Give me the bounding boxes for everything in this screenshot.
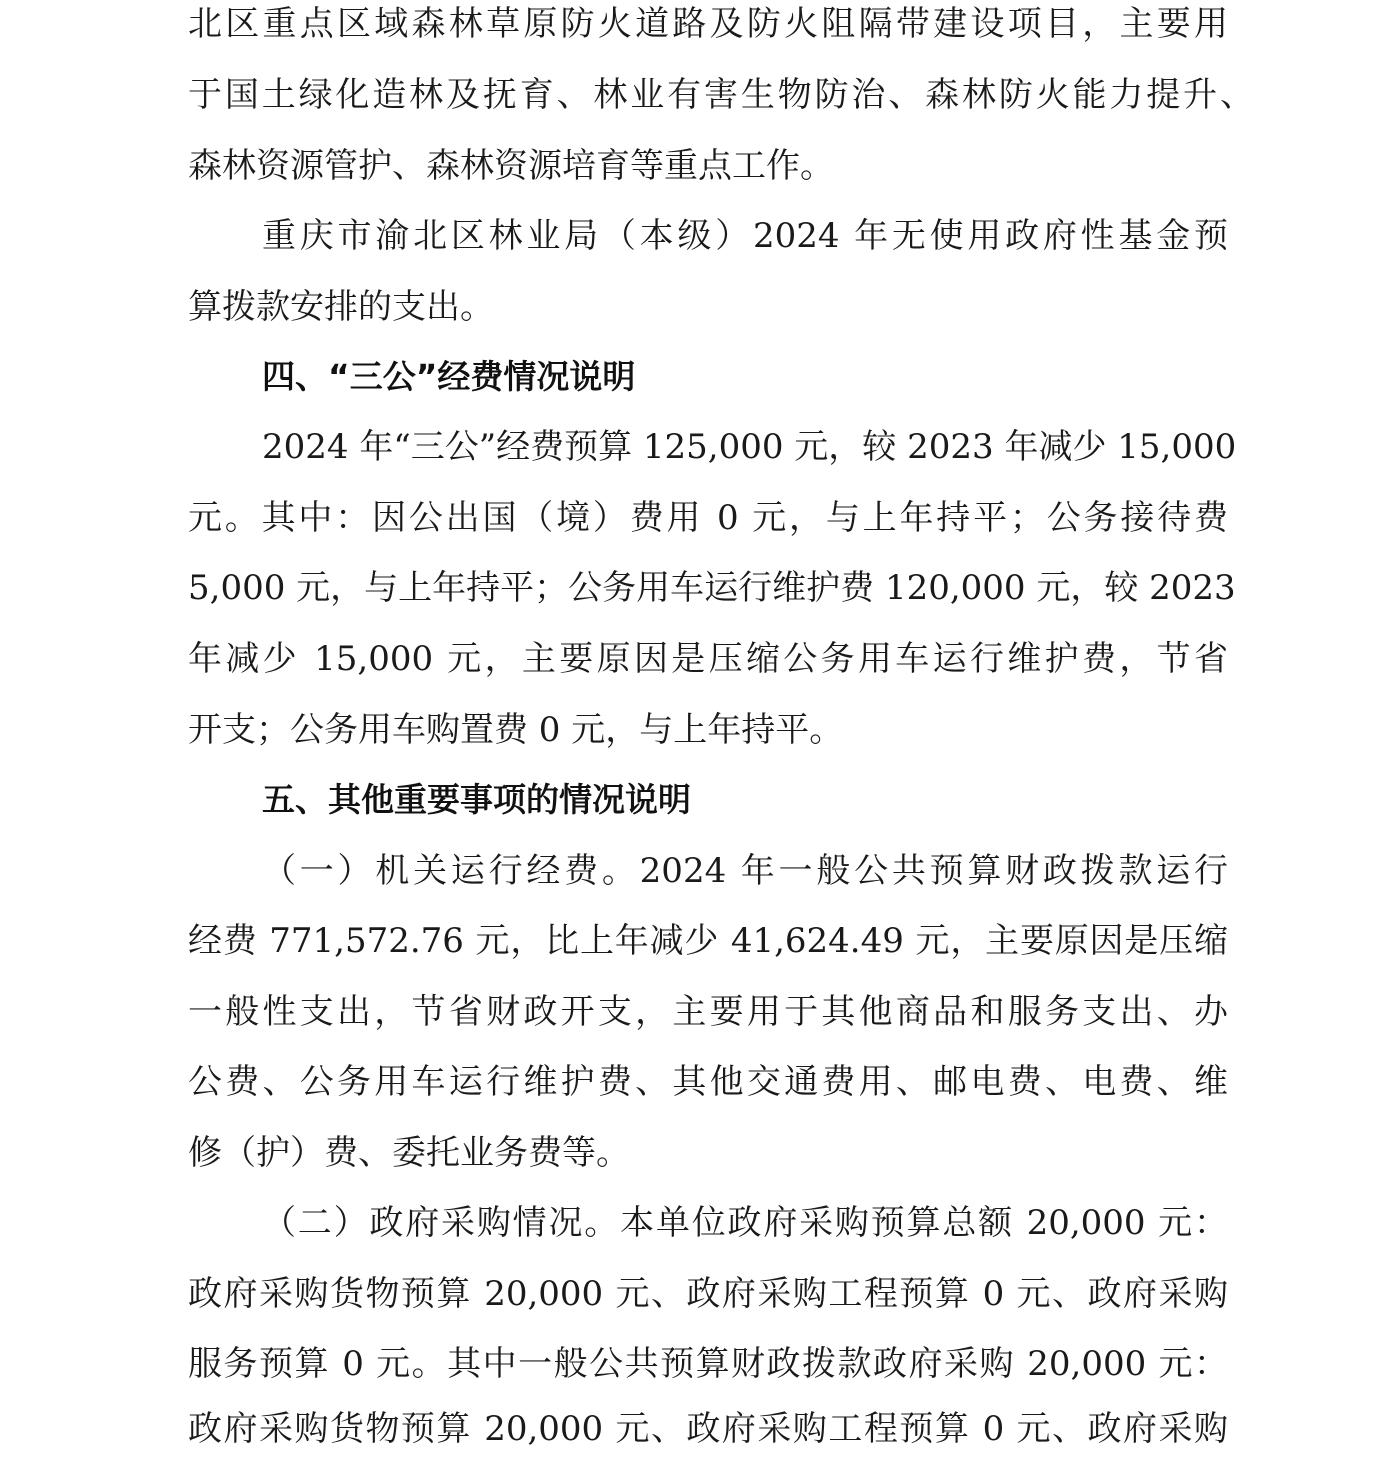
section-5-item-1-line-5: 修（护）费、委托业务费等。 [188, 1133, 630, 1173]
section-5-item-2-line-1: （二）政府采购情况。本单位政府采购预算总额 20,000 元： [262, 1203, 1228, 1243]
paragraph-2-line-2: 算拨款安排的支出。 [188, 287, 494, 327]
section-5-item-2-line-2: 政府采购货物预算 20,000 元、政府采购工程预算 0 元、政府采购 [188, 1274, 1228, 1314]
section-4-heading: 四、“三公”经费情况说明 [262, 357, 636, 396]
section-4-line-1: 2024 年“三公”经费预算 125,000 元，较 2023 年减少 15,000 [262, 427, 1237, 467]
section-5-item-2-line-4: 政府采购货物预算 20,000 元、政府采购工程预算 0 元、政府采购 [188, 1409, 1228, 1449]
section-5-item-1-line-2: 经费 771,572.76 元，比上年减少 41,624.49 元，主要原因是压缩 [188, 921, 1228, 961]
section-5-item-1-line-1: （一）机关运行经费。2024 年一般公共预算财政拨款运行 [262, 851, 1228, 891]
paragraph-1-line-1: 北区重点区域森林草原防火道路及防火阻隔带建设项目，主要用 [188, 4, 1228, 44]
section-5-item-1-line-3: 一般性支出，节省财政开支，主要用于其他商品和服务支出、办 [188, 992, 1228, 1032]
paragraph-1-line-3: 森林资源管护、森林资源培育等重点工作。 [188, 146, 834, 186]
section-4-line-5: 开支；公务用车购置费 0 元，与上年持平。 [188, 710, 844, 750]
section-5-item-2-line-3: 服务预算 0 元。其中一般公共预算财政拨款政府采购 20,000 元： [188, 1344, 1228, 1384]
section-4-line-4: 年减少 15,000 元，主要原因是压缩公务用车运行维护费，节省 [188, 639, 1228, 679]
section-5-item-1-line-4: 公费、公务用车运行维护费、其他交通费用、邮电费、电费、维 [188, 1062, 1228, 1102]
section-4-line-3: 5,000 元，与上年持平；公务用车运行维护费 120,000 元，较 2023 [188, 568, 1236, 608]
section-5-heading: 五、其他重要事项的情况说明 [262, 780, 691, 819]
paragraph-1-line-2: 于国土绿化造林及抚育、林业有害生物防治、森林防火能力提升、 [188, 75, 1254, 115]
section-4-line-2: 元。其中：因公出国（境）费用 0 元，与上年持平；公务接待费 [188, 498, 1228, 538]
paragraph-2-line-1: 重庆市渝北区林业局（本级）2024 年无使用政府性基金预 [262, 216, 1228, 256]
